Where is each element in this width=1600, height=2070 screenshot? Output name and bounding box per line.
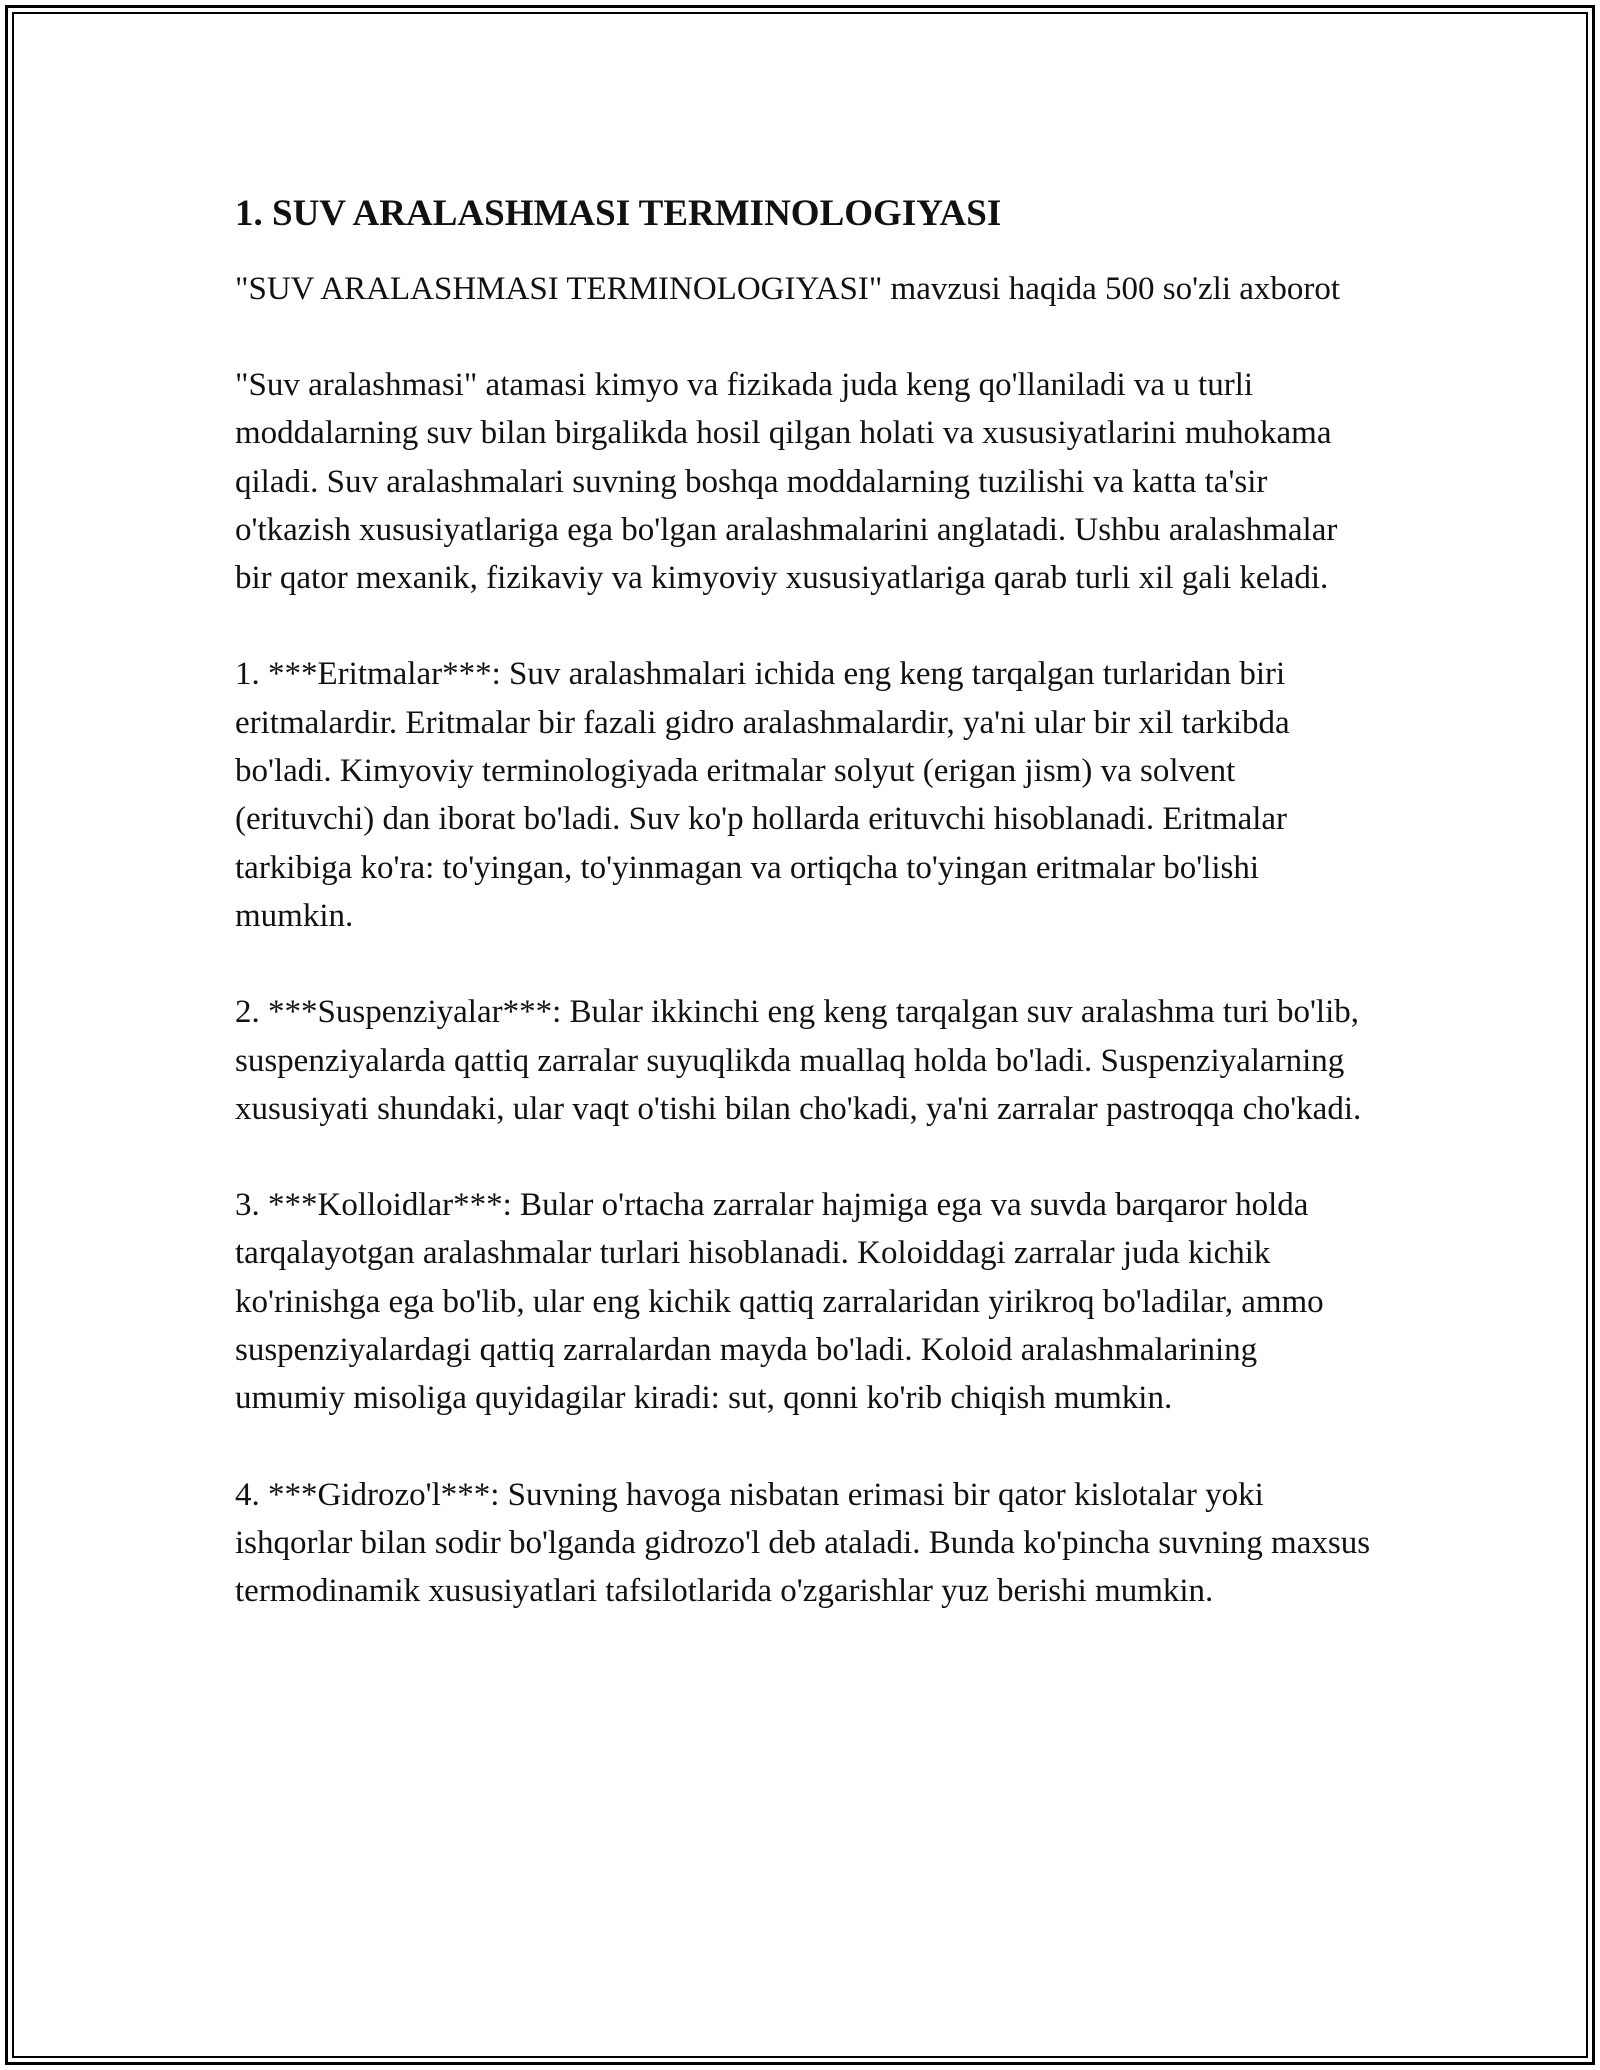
paragraph-gidrozol: 4. ***Gidrozo'l***: Suvning havoga nisbatan erimasi bir qator kislotalar yoki ishqorlar bilan sodir bo'lganda gidrozo'l deb ataladi. Bunda ko'pincha suvning maxsus termodinamik xususiyatlari tafsilotlarida o'zgarishlar yuz berishi mumkin.: [235, 1476, 1371, 1610]
intro-line: "SUV ARALASHMASI TERMINOLOGIYASI" mavzusi haqida 500 so'zli axborot: [235, 271, 1341, 307]
document-body: [235, 185, 1375, 1616]
paragraph-kolloidlar: 3. ***Kolloidlar***: Bular o'rtacha zarralar hajmiga ega va suvda barqaror holda tarqalayotgan aralashmalar turlari hisoblanadi. Koloiddagi zarralar juda kichik ko'rinishga ega bo'lib, ular eng kichik qattiq zarralaridan yirikroq bo'ladilar, ammo suspenziyalardagi qattiq zarralardan mayda bo'ladi. Koloid aralashmalarining umumiy misoliga quyidagilar kiradi: sut, qonni ko'rib chiqish mumkin.: [235, 1187, 1324, 1417]
document-title: 1. SUV ARALASHMASI TERMINOLOGIYASI: [235, 193, 1002, 234]
paragraph-overview: "Suv aralashmasi" atamasi kimyo va fizikada juda keng qo'llaniladi va u turli moddalarning suv bilan birgalikda hosil qilgan holati va xususiyatlarini muhokama qiladi. Suv aralashmalari suvning boshqa moddalarning tuzilishi va katta ta'sir o'tkazish xususiyatlariga ega bo'lgan aralashmalarini anglatadi. Ushbu aralashmalar bir qator mexanik, fizikaviy va kimyoviy xususiyatlariga qarab turli xil gali keladi.: [235, 367, 1338, 597]
paragraph-suspenziyalar: 2. ***Suspenziyalar***: Bular ikkinchi eng keng tarqalgan suv aralashma turi bo'lib, suspenziyalarda qattiq zarralar suyuqlikda muallaq holda bo'ladi. Suspenziyalarning xususiyati shundaki, ular vaqt o'tishi bilan cho'kadi, ya'ni zarralar pastroqqa cho'kadi.: [235, 994, 1362, 1127]
paragraph-eritmalar: 1. ***Eritmalar***: Suv aralashmalari ichida eng keng tarqalgan turlaridan biri eritmalardir. Eritmalar bir fazali gidro aralashmalardir, ya'ni ular bir xil tarkibda bo'ladi. Kimyoviy terminologiyada eritmalar solyut (erigan jism) va solvent (erituvchi) dan iborat bo'ladi. Suv ko'p hollarda erituvchi hisoblanadi. Eritmalar tarkibiga ko'ra: to'yingan, to'yinmagan va ortiqcha to'yingan eritmalar bo'lishi mumkin.: [235, 656, 1290, 934]
